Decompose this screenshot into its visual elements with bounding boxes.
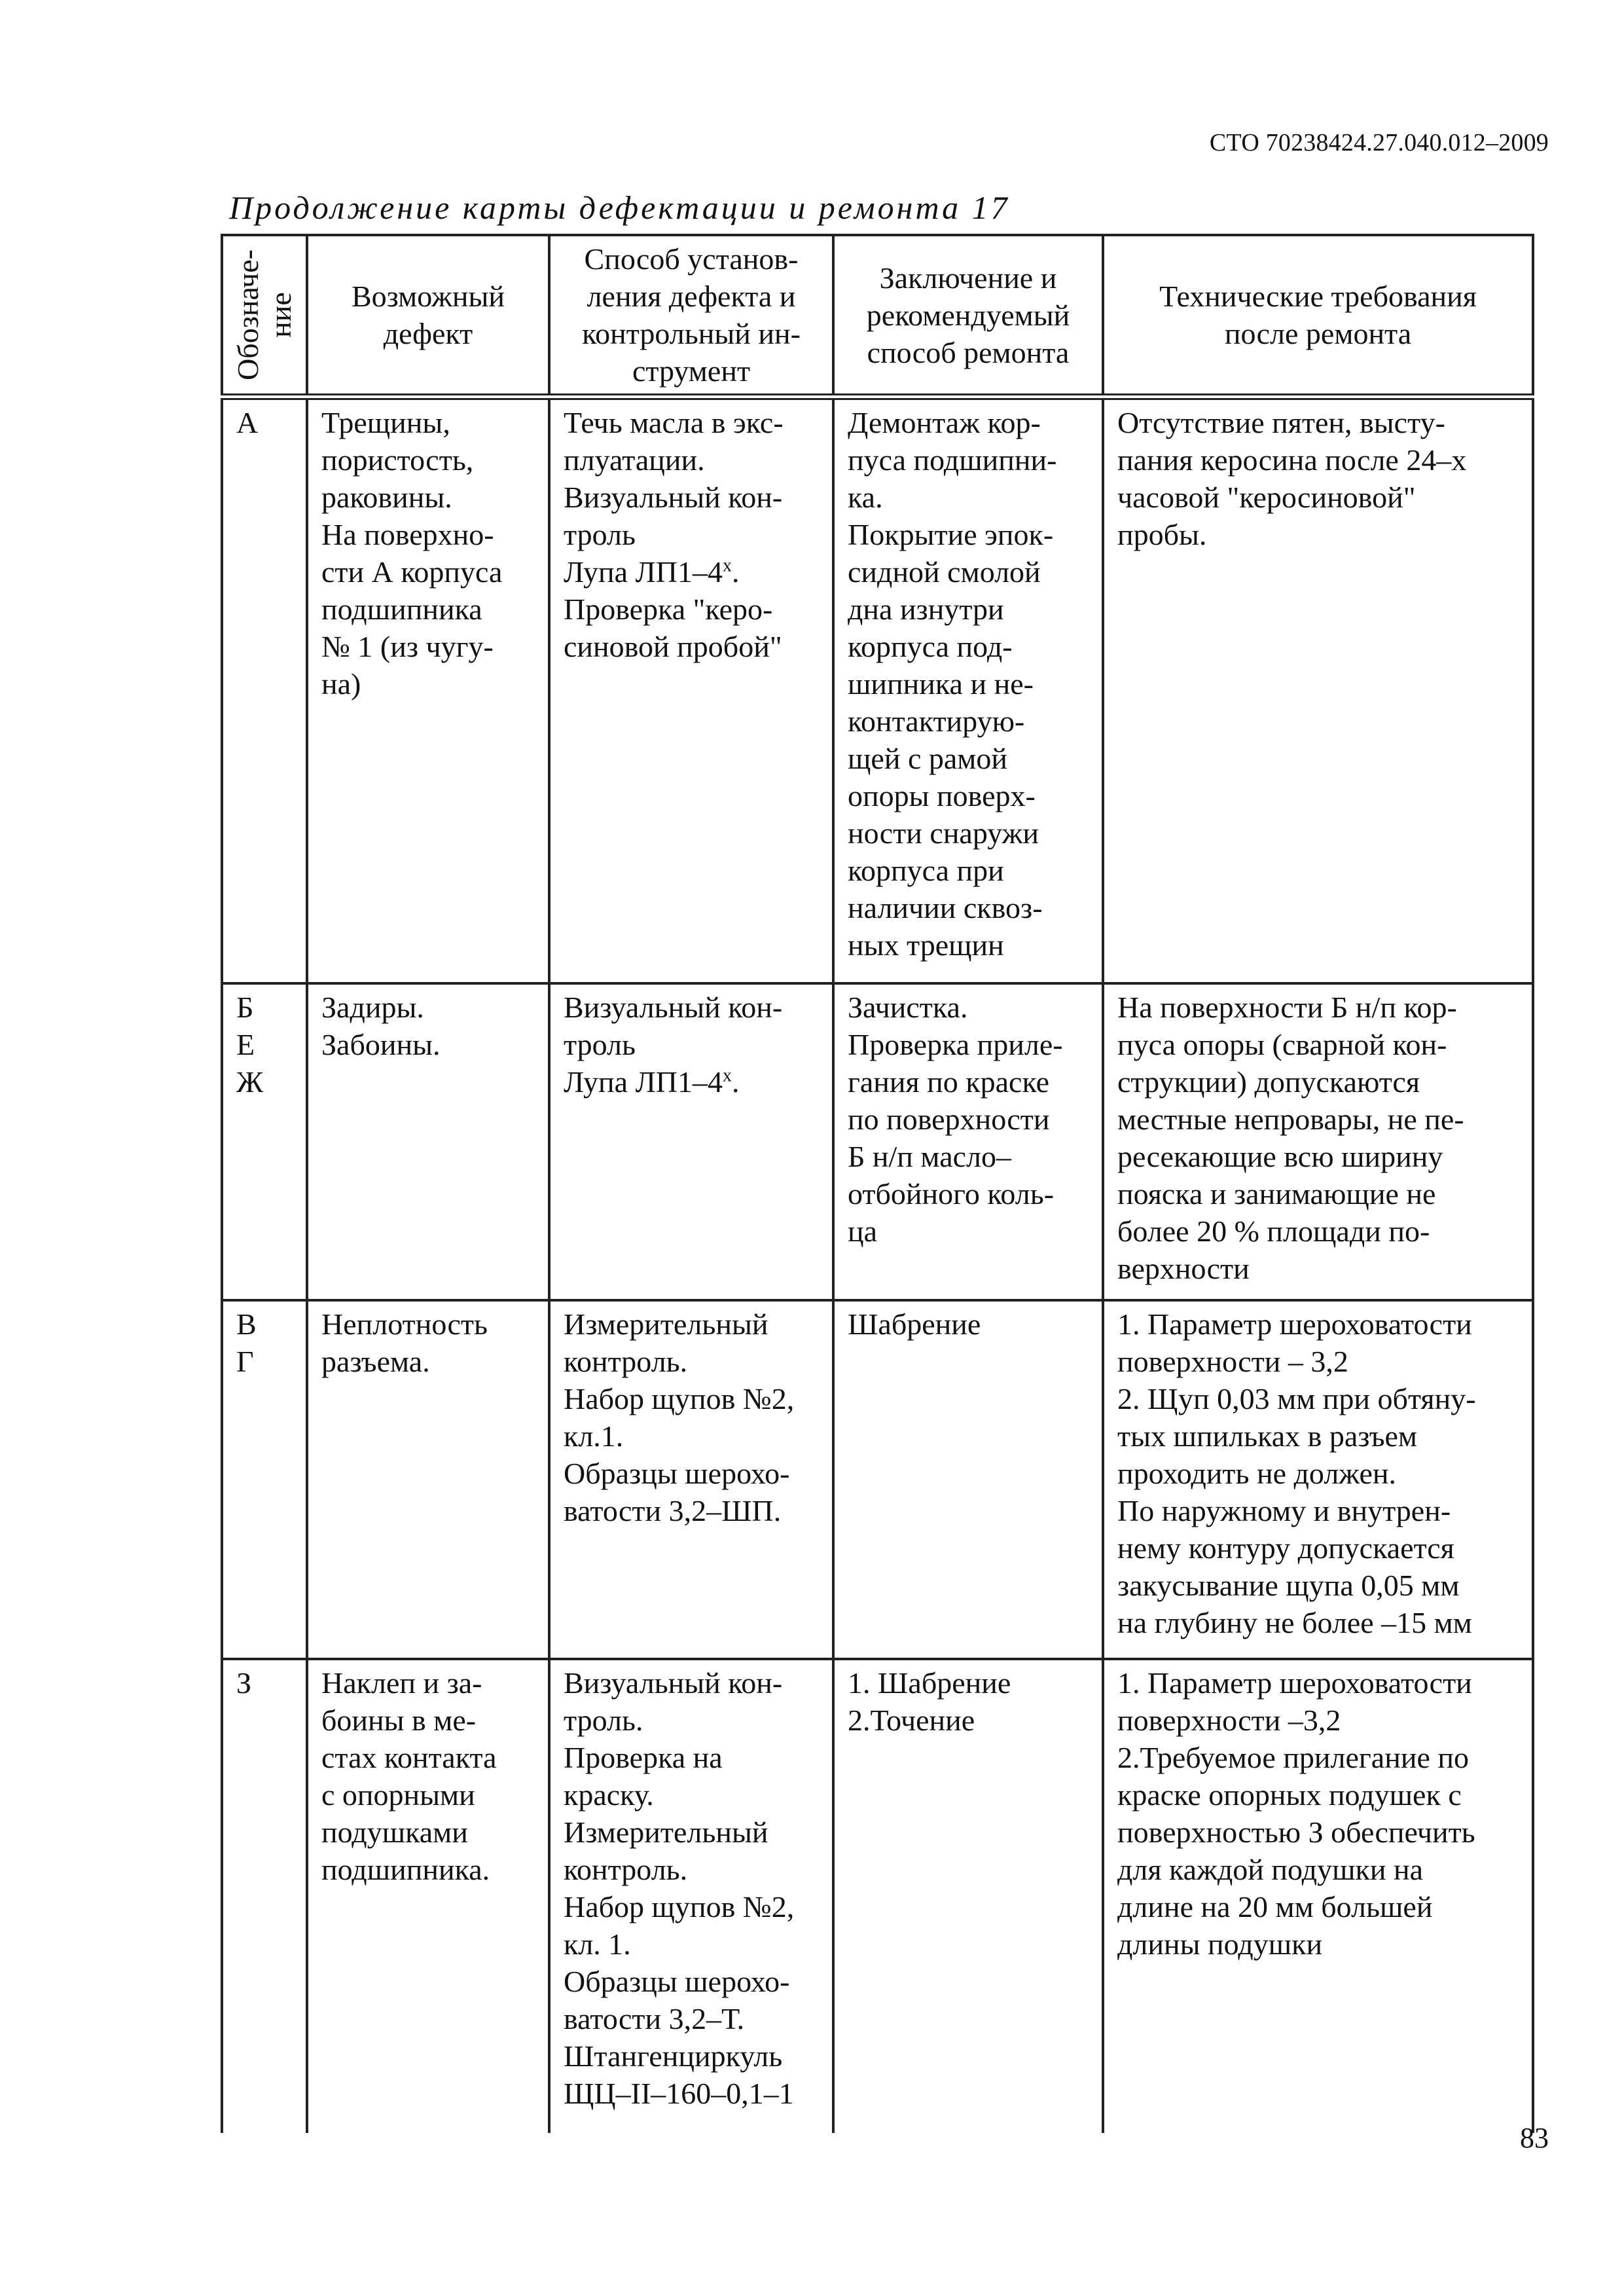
cell-defect [307, 1300, 549, 1659]
conclusion-line: корпуса под- [848, 630, 1013, 663]
requirements-line: закусывание щупа 0,05 мм [1117, 1569, 1460, 1602]
method-line: ватости 3,2–Т. [564, 2002, 745, 2035]
conclusion-line: Б н/п масло– [848, 1140, 1012, 1173]
method-line: кл. 1. [564, 1927, 631, 1961]
cell-requirements [1103, 1659, 1533, 2133]
method-line: Образцы шерохо- [564, 1457, 790, 1490]
method-line: троль [564, 1028, 636, 1061]
requirements-line: На поверхности Б н/п кор- [1117, 991, 1457, 1024]
cell-conclusion [833, 1659, 1103, 2133]
cell-requirements [1103, 1300, 1533, 1659]
designation-line: Ж [236, 1065, 264, 1099]
designation-line: З [236, 1666, 252, 1700]
requirements-line: 2. Щуп 0,03 мм при обтяну- [1117, 1382, 1476, 1415]
conclusion-line: ных трещин [848, 928, 1004, 962]
defect-line: подшипника. [321, 1853, 490, 1886]
cell-conclusion [833, 1300, 1103, 1659]
method-line: ЩЦ–II–160–0,1–1 [564, 2077, 794, 2110]
column-header-defect: Возможный дефект [307, 235, 549, 397]
requirements-line: пуса опоры (сварной кон- [1117, 1028, 1447, 1061]
method-line: синовой пробой" [564, 630, 782, 663]
requirements-line: 2.Требуемое прилегание по [1117, 1741, 1469, 1774]
method-line: троль [564, 518, 636, 551]
document-code: СТО 70238424.27.040.012–2009 [1209, 129, 1549, 156]
method-line: Набор щупов №2, [564, 1890, 795, 1923]
requirements-line: Отсутствие пятен, высту- [1117, 406, 1445, 439]
cell-requirements [1103, 397, 1533, 983]
table-row [222, 1659, 1533, 2133]
conclusion-line: наличии сквоз- [848, 891, 1043, 924]
cell-method [549, 983, 833, 1300]
conclusion-line: опоры поверх- [848, 779, 1036, 812]
conclusion-line: шипника и не- [848, 667, 1034, 701]
defect-line: подушками [321, 1815, 468, 1849]
defect-line: Забоины. [321, 1028, 441, 1061]
requirements-line: поверхности – 3,2 [1117, 1345, 1348, 1378]
designation-line: Г [236, 1345, 254, 1378]
defect-line: разъема. [321, 1345, 430, 1378]
method-line: Лупа ЛП1–4$^x$. [564, 555, 740, 589]
method-line: Измерительный [564, 1307, 768, 1341]
requirements-line: часовой "керосиновой" [1117, 481, 1416, 514]
defect-line: подшипника [321, 592, 482, 626]
method-line: контроль. [564, 1853, 688, 1886]
cell-designation [222, 397, 307, 983]
cell-conclusion [833, 397, 1103, 983]
requirements-line: на глубину не более –15 мм [1117, 1606, 1472, 1639]
method-line: Проверка на [564, 1741, 723, 1774]
cell-requirements [1103, 983, 1533, 1300]
page-number: 83 [1520, 2122, 1549, 2154]
designation-line: Е [236, 1028, 255, 1061]
method-line: Визуальный кон- [564, 1666, 783, 1700]
column-header-method: Способ установ- ления дефекта и контрольный ин- струмент [549, 235, 833, 397]
table-body [222, 397, 1533, 2133]
method-line: плуатации. [564, 443, 705, 477]
requirements-line: более 20 % площади по- [1117, 1214, 1430, 1248]
cell-method [549, 1659, 833, 2133]
cell-designation [222, 1659, 307, 2133]
method-line: Визуальный кон- [564, 481, 783, 514]
defect-line: На поверхно- [321, 518, 494, 551]
column-header-designation [222, 235, 307, 397]
requirements-line: ресекающие всю ширину [1117, 1140, 1443, 1173]
designation-line: А [236, 406, 259, 439]
conclusion-line: Покрытие эпок- [848, 518, 1054, 551]
defect-line: на) [321, 667, 361, 701]
requirements-line: пробы. [1117, 518, 1207, 551]
requirements-line: верхности [1117, 1252, 1250, 1285]
method-line: Лупа ЛП1–4$^x$. [564, 1065, 740, 1099]
conclusion-line: щей с рамой [848, 742, 1008, 775]
table-row [222, 983, 1533, 1300]
requirements-line: местные непровары, не пе- [1117, 1102, 1464, 1136]
conclusion-line: ности снаружи [848, 816, 1039, 850]
requirements-line: По наружному и внутрен- [1117, 1494, 1451, 1527]
method-line: кл.1. [564, 1419, 624, 1453]
method-line: Измерительный [564, 1815, 768, 1849]
conclusion-line: отбойного коль- [848, 1177, 1055, 1211]
requirements-line: для каждой подушки на [1117, 1853, 1424, 1886]
conclusion-line: ка. [848, 481, 883, 514]
cell-defect [307, 397, 549, 983]
cell-method [549, 397, 833, 983]
conclusion-line: сидной смолой [848, 555, 1041, 589]
requirements-line: 1. Параметр шероховатости [1117, 1307, 1472, 1341]
requirements-line: струкции) допускаются [1117, 1065, 1420, 1099]
requirements-line: тых шпильках в разъем [1117, 1419, 1418, 1453]
cell-designation [222, 1300, 307, 1659]
defect-line: Наклеп и за- [321, 1666, 482, 1700]
designation-line: В [236, 1307, 257, 1341]
conclusion-line: Демонтаж кор- [848, 406, 1041, 439]
table-header-row [222, 235, 1533, 397]
conclusion-line: ца [848, 1214, 878, 1248]
method-line: Течь масла в экс- [564, 406, 784, 439]
method-line: Визуальный кон- [564, 991, 783, 1024]
column-header-requirements: Технические требования после ремонта [1103, 235, 1533, 397]
method-line: Проверка "керо- [564, 592, 773, 626]
requirements-line: проходить не должен. [1117, 1457, 1396, 1490]
cell-method [549, 1300, 833, 1659]
table-row [222, 397, 1533, 983]
conclusion-line: по поверхности [848, 1102, 1050, 1136]
defect-line: Задиры. [321, 991, 424, 1024]
defect-line: раковины. [321, 481, 452, 514]
cell-defect [307, 1659, 549, 2133]
defect-line: пористость, [321, 443, 474, 477]
requirements-line: пания керосина после 24–х [1117, 443, 1467, 477]
designation-header-label: Обозначе- ние [231, 249, 297, 380]
requirements-line: длины подушки [1117, 1927, 1323, 1961]
conclusion-line: 1. Шабрение [848, 1666, 1011, 1700]
conclusion-line: 2.Точение [848, 1704, 975, 1737]
requirements-line: длине на 20 мм большей [1117, 1890, 1433, 1923]
method-line: Набор щупов №2, [564, 1382, 795, 1415]
defect-line: № 1 (из чугу- [321, 630, 494, 663]
defect-line: стах контакта [321, 1741, 497, 1774]
requirements-line: краске опорных подушек с [1117, 1778, 1462, 1812]
requirements-line: поверхности –3,2 [1117, 1704, 1341, 1737]
method-line: контроль. [564, 1345, 688, 1378]
defect-line: сти А корпуса [321, 555, 503, 589]
defect-line: боины в ме- [321, 1704, 477, 1737]
requirements-line: нему контуру допускается [1117, 1531, 1454, 1565]
conclusion-line: Шабрение [848, 1307, 981, 1341]
method-line: краску. [564, 1778, 654, 1812]
requirements-line: 1. Параметр шероховатости [1117, 1666, 1472, 1700]
conclusion-line: контактирую- [848, 704, 1025, 738]
defect-line: Трещины, [321, 406, 450, 439]
designation-line: Б [236, 991, 254, 1024]
column-header-conclusion: Заключение и рекомендуемый способ ремонта [833, 235, 1103, 397]
conclusion-line: корпуса при [848, 854, 1004, 887]
requirements-line: пояска и занимающие не [1117, 1177, 1436, 1211]
conclusion-line: Зачистка. [848, 991, 968, 1024]
conclusion-line: пуса подшипни- [848, 443, 1057, 477]
method-line: троль. [564, 1704, 643, 1737]
conclusion-line: Проверка приле- [848, 1028, 1063, 1061]
method-line: Образцы шерохо- [564, 1965, 790, 1998]
table-caption: Продолжение карты дефектации и ремонта 17 [229, 189, 1010, 226]
method-line: ватости 3,2–ШП. [564, 1494, 782, 1527]
cell-defect [307, 983, 549, 1300]
defect-line: Неплотность [321, 1307, 488, 1341]
method-line: Штангенциркуль [564, 2039, 783, 2073]
table-row [222, 1300, 1533, 1659]
defect-table [221, 234, 1534, 2133]
conclusion-line: дна изнутри [848, 592, 1004, 626]
cell-conclusion [833, 983, 1103, 1300]
cell-designation [222, 983, 307, 1300]
requirements-line: поверхностью З обеспечить [1117, 1815, 1475, 1849]
conclusion-line: гания по краске [848, 1065, 1050, 1099]
defect-line: с опорными [321, 1778, 475, 1812]
